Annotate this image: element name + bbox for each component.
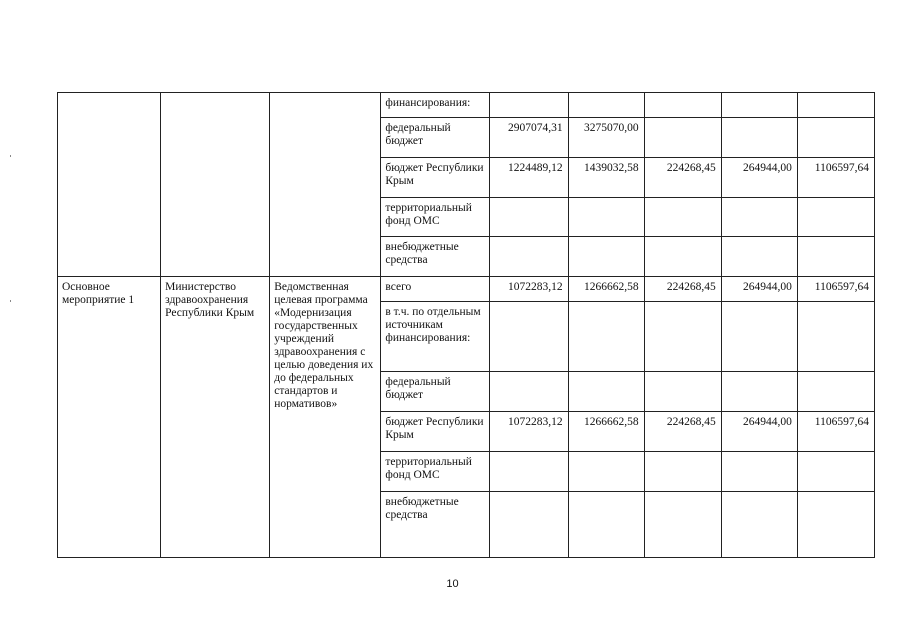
value-cell (644, 237, 721, 277)
measure-name-cell-empty (58, 93, 161, 277)
page-number: 10 (446, 578, 459, 590)
value-cell (644, 372, 721, 412)
value-cell: 1266662,58 (568, 412, 644, 452)
source-cell: внебюджетные средства (381, 237, 489, 277)
value-cell (797, 93, 874, 118)
source-cell: бюджет Республики Крым (381, 412, 489, 452)
financing-table (57, 92, 875, 558)
value-cell: 264944,00 (721, 158, 797, 198)
value-cell (721, 372, 797, 412)
executor-cell: Министерство здравоохранения Республики Крым (161, 277, 270, 558)
value-cell (568, 372, 644, 412)
value-cell (721, 492, 797, 558)
value-cell: 2907074,31 (489, 118, 568, 158)
source-cell: федеральный бюджет (381, 372, 489, 412)
value-cell: 264944,00 (721, 412, 797, 452)
value-cell (489, 372, 568, 412)
value-cell (644, 302, 721, 372)
executor-cell-empty (161, 93, 270, 277)
value-cell: 224268,45 (644, 158, 721, 198)
value-cell (797, 452, 874, 492)
value-cell: 1106597,64 (797, 158, 874, 198)
value-cell (721, 237, 797, 277)
source-cell: территориальный фонд ОМС (381, 452, 489, 492)
value-cell (489, 452, 568, 492)
table-row (58, 277, 875, 302)
value-cell (797, 118, 874, 158)
program-cell: Ведомственная целевая программа «Модернизация государственных учреждений здравоохранения с целью доведения их до федеральных стандартов и нормативов» (270, 277, 381, 558)
value-cell (644, 452, 721, 492)
value-cell (644, 93, 721, 118)
value-cell: 1106597,64 (797, 412, 874, 452)
value-cell (568, 492, 644, 558)
value-cell (721, 118, 797, 158)
value-cell: 3275070,00 (568, 118, 644, 158)
source-cell: территориальный фонд ОМС (381, 198, 489, 237)
value-cell: 224268,45 (644, 412, 721, 452)
value-cell (797, 237, 874, 277)
value-cell (568, 198, 644, 237)
scan-artifact-line (10, 300, 11, 302)
value-cell: 1072283,12 (489, 412, 568, 452)
value-cell (644, 198, 721, 237)
source-cell: федеральный бюджет (381, 118, 489, 158)
value-cell: 1266662,58 (568, 277, 644, 302)
value-cell (797, 372, 874, 412)
value-cell (489, 93, 568, 118)
scan-artifact-line (10, 155, 11, 157)
source-cell: финансирования: (381, 93, 489, 118)
program-cell-empty (270, 93, 381, 277)
value-cell (568, 452, 644, 492)
value-cell (797, 302, 874, 372)
value-cell: 264944,00 (721, 277, 797, 302)
value-cell (644, 118, 721, 158)
value-cell (568, 237, 644, 277)
source-cell: бюджет Республики Крым (381, 158, 489, 198)
source-cell: всего (381, 277, 489, 302)
value-cell: 224268,45 (644, 277, 721, 302)
value-cell (568, 93, 644, 118)
value-cell (644, 492, 721, 558)
value-cell (721, 452, 797, 492)
value-cell (721, 198, 797, 237)
source-cell: внебюджетные средства (381, 492, 489, 558)
value-cell: 1106597,64 (797, 277, 874, 302)
value-cell: 1224489,12 (489, 158, 568, 198)
source-cell: в т.ч. по отдельным источникам финансирования: (381, 302, 489, 372)
value-cell (489, 302, 568, 372)
value-cell: 1072283,12 (489, 277, 568, 302)
table-body (58, 93, 875, 558)
value-cell (797, 492, 874, 558)
value-cell (721, 302, 797, 372)
value-cell (489, 492, 568, 558)
value-cell (568, 302, 644, 372)
value-cell (721, 93, 797, 118)
measure-name-cell: Основное мероприятие 1 (58, 277, 161, 558)
value-cell (797, 198, 874, 237)
value-cell: 1439032,58 (568, 158, 644, 198)
value-cell (489, 198, 568, 237)
value-cell (489, 237, 568, 277)
table-row (58, 93, 875, 118)
